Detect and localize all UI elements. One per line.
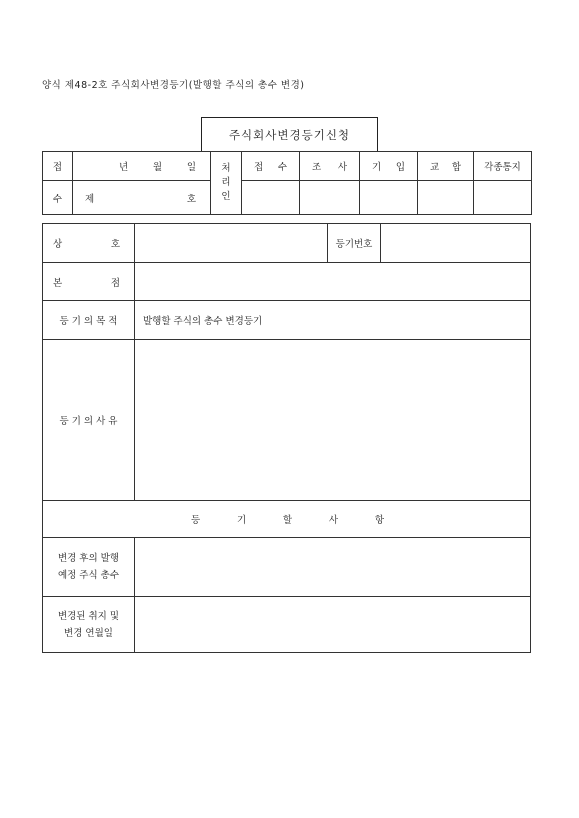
items-header <box>43 501 531 538</box>
registration-number-label: 등기번호 <box>328 224 381 263</box>
col-header-receipt <box>242 152 300 181</box>
handler-char-2: 리 <box>221 177 231 188</box>
col-header-notices: 각종통지 <box>474 152 532 181</box>
col-entry-char-1: 기 <box>372 162 382 173</box>
total-shares-field[interactable] <box>135 538 531 597</box>
company-name-char-2: 호 <box>110 239 120 250</box>
entry-sign-cell[interactable] <box>360 181 418 215</box>
col-header-review <box>300 152 360 181</box>
table-row <box>43 301 531 340</box>
head-office-field[interactable] <box>135 263 531 301</box>
review-sign-cell[interactable] <box>300 181 360 215</box>
change-date-label-line-1: 변경된 취지 및 <box>57 610 120 622</box>
registration-number-field[interactable] <box>381 224 531 263</box>
items-header-char-3: 할 <box>282 515 293 526</box>
col-collation-char-2: 합 <box>451 162 461 173</box>
reason-field[interactable] <box>135 340 531 501</box>
receipt-table <box>42 151 532 215</box>
col-review-char-2: 사 <box>337 162 347 173</box>
reason-label: 등 기 의 사 유 <box>43 340 135 501</box>
col-entry-char-2: 입 <box>395 162 405 173</box>
head-office-label <box>43 263 135 301</box>
receipt-number-cell[interactable] <box>73 181 211 215</box>
handler-cell <box>211 152 242 215</box>
col-collation-char-1: 교 <box>430 162 440 173</box>
receipt-date-cell[interactable] <box>73 152 211 181</box>
company-name-char-1: 상 <box>53 239 63 250</box>
receipt-header-cell-bottom <box>43 181 73 215</box>
items-header-char-1: 등 <box>191 515 201 526</box>
notices-sign-cell[interactable] <box>474 181 532 215</box>
change-date-label-line-2: 변경 연월일 <box>64 627 113 639</box>
purpose-label: 등 기 의 목 적 <box>43 301 135 340</box>
total-shares-label-line-2: 예정 주식 총수 <box>57 570 120 581</box>
receipt-header-cell <box>43 152 73 181</box>
company-name-label <box>43 224 135 263</box>
col-review-char-1: 조 <box>312 162 322 173</box>
col-header-entry <box>360 152 418 181</box>
month-label: 월 <box>152 162 163 173</box>
form-title: 주식회사변경등기신청 <box>201 117 378 151</box>
table-row <box>43 263 531 301</box>
purpose-field[interactable]: 발행할 주식의 총수 변경등기 <box>135 301 531 340</box>
change-date-field[interactable] <box>135 597 531 653</box>
col-receipt-char-1: 접 <box>254 162 264 173</box>
number-suffix: 호 <box>186 193 196 205</box>
table-row <box>43 501 531 538</box>
total-shares-label <box>43 538 135 597</box>
receipt-sign-cell[interactable] <box>242 181 300 215</box>
receipt-header-top: 접 <box>52 162 63 173</box>
year-label: 년 <box>119 162 129 173</box>
head-office-char-2: 점 <box>110 277 120 289</box>
company-name-field[interactable] <box>135 224 328 263</box>
col-header-collation <box>418 152 474 181</box>
application-table <box>42 223 531 653</box>
collation-sign-cell[interactable] <box>418 181 474 215</box>
table-row <box>43 538 531 597</box>
day-label: 일 <box>186 162 196 173</box>
table-row <box>43 340 531 501</box>
items-header-char-5: 항 <box>374 515 384 526</box>
col-receipt-char-2: 수 <box>277 162 287 173</box>
form-number-label: 양식 제48-2호 주식회사변경등기(발행할 주식의 총수 변경) <box>42 80 305 91</box>
handler-char-1: 처 <box>221 163 231 174</box>
table-row <box>43 597 531 653</box>
head-office-char-1: 본 <box>53 277 63 289</box>
change-date-label <box>43 597 135 653</box>
receipt-header-bottom: 수 <box>52 193 63 205</box>
number-prefix: 제 <box>85 193 95 205</box>
items-header-char-2: 기 <box>236 515 247 526</box>
table-row <box>43 224 531 263</box>
total-shares-label-line-1: 변경 후의 발행 <box>57 553 120 564</box>
handler-char-3: 인 <box>221 191 231 202</box>
items-header-char-4: 사 <box>328 515 339 526</box>
